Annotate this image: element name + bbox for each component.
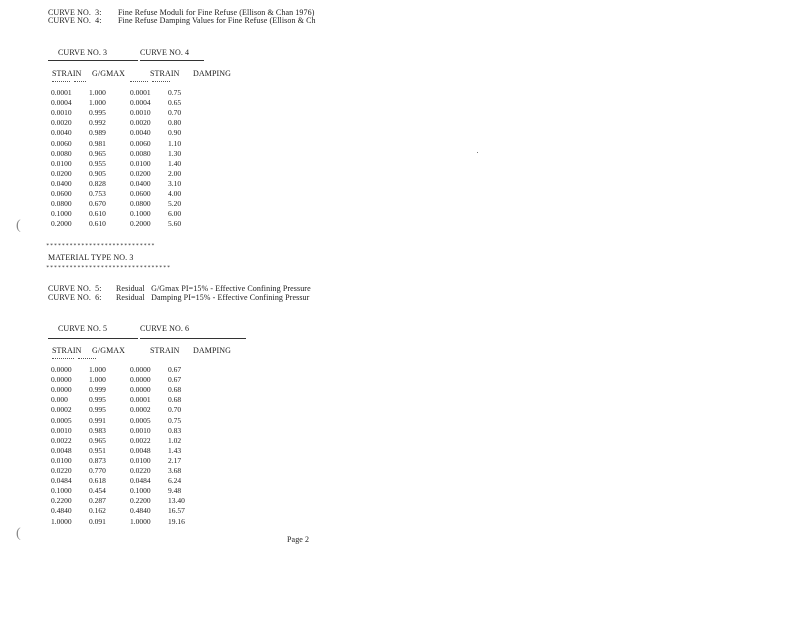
- table1-cell: 0.0010: [130, 108, 151, 118]
- table2-cell: 0.0002: [51, 405, 72, 415]
- table2-cell: 0.951: [89, 445, 106, 455]
- table2-cell: 19.16: [168, 516, 185, 526]
- table1-header-strain-b: STRAIN: [150, 69, 180, 78]
- table2-cell: 0.0000: [130, 375, 151, 385]
- table1-cell: 1.10: [168, 138, 182, 148]
- table1-header-dash: [130, 81, 148, 82]
- table2-cell: 0.0220: [130, 466, 151, 475]
- table2-cell: 0.2200: [130, 496, 151, 506]
- table1-cell: 0.610: [89, 209, 106, 219]
- table2-cell: 1.02: [168, 435, 182, 445]
- table1-cell: 0.0200: [130, 168, 151, 178]
- table2-cell: 0.2200: [51, 496, 72, 506]
- scan-speck: [477, 152, 478, 153]
- curve-4-description: Fine Refuse Damping Values for Fine Refuse (Ellison & Ch: [118, 16, 316, 25]
- material-type-title: MATERIAL TYPE NO. 3: [48, 253, 134, 262]
- table2-cell: 0.68: [168, 385, 182, 395]
- page-number: Page 2: [287, 535, 310, 544]
- table1-curve-a-underline: [48, 60, 138, 61]
- table2-cell: 0.000: [51, 395, 68, 405]
- table1-cell: 0.0020: [51, 118, 72, 128]
- table2-cell: 0.0000: [51, 375, 72, 385]
- table1-header-ggmax: G/GMAX: [92, 69, 126, 78]
- binder-hole-mark: (: [16, 218, 21, 233]
- table2-cell: 0.091: [89, 516, 106, 526]
- table2-cell: 0.0048: [130, 445, 151, 455]
- table1-cell: 0.2000: [51, 219, 72, 229]
- table2-cell: 0.287: [89, 496, 106, 506]
- table2-header-dash: [52, 358, 74, 359]
- table1-cell: 0.965: [89, 148, 106, 158]
- table2-cell: 0.1000: [130, 486, 151, 496]
- table2-cell: 0.0010: [51, 425, 72, 435]
- table2-cell: 1.0000: [51, 516, 72, 526]
- table2-curve-b-underline: [140, 338, 246, 339]
- table1-cell: 0.1000: [130, 209, 151, 219]
- table2-cell: 0.991: [89, 415, 106, 425]
- table1-cell: 1.30: [168, 148, 182, 158]
- table1-header-dash: [152, 81, 170, 82]
- table1-cell: 0.0200: [51, 168, 72, 178]
- table1-header-damping: DAMPING: [193, 69, 232, 78]
- table2-cell: 0.0000: [51, 385, 72, 395]
- table1-cell: 0.992: [89, 118, 106, 128]
- table1-cell: 0.0040: [130, 128, 151, 138]
- table2-cell: 0.0001: [130, 395, 151, 405]
- table1-cell: 1.000: [89, 98, 106, 108]
- table2-cell: 0.454: [89, 486, 106, 496]
- table1-curve-b-underline: [140, 60, 204, 61]
- table1-cell: 5.20: [168, 199, 182, 209]
- table1-cell: 0.80: [168, 118, 182, 128]
- table1-cell: 0.610: [89, 219, 106, 229]
- curve-6-label: CURVE NO. 6:: [48, 293, 102, 302]
- table2-cell: 1.0000: [130, 516, 151, 526]
- table1-header-dash: [52, 81, 70, 82]
- curve-6-description: Residual Damping PI=15% - Effective Confining Pressur: [116, 293, 310, 302]
- table2-cell: 0.0100: [51, 455, 72, 465]
- table1-cell: 0.0060: [51, 138, 72, 148]
- table1-cell: 0.65: [168, 98, 182, 108]
- table1-cell: 0.0010: [51, 108, 72, 118]
- table1-cell: 0.0080: [51, 148, 72, 158]
- asterisk-separator: ∗∗∗∗∗∗∗∗∗∗∗∗∗∗∗∗∗∗∗∗∗∗∗∗∗∗∗∗∗∗∗∗: [46, 265, 171, 270]
- table2-cell: 0.995: [89, 405, 106, 415]
- table1-cell: 0.955: [89, 158, 106, 168]
- curve-3-label: CURVE NO. 3:: [48, 8, 102, 17]
- table2-cell: 0.67: [168, 375, 182, 385]
- table2-cell: 0.4840: [51, 506, 72, 516]
- table1-cell: 0.995: [89, 108, 106, 118]
- table1-cell: 0.0040: [51, 128, 72, 138]
- table2-cell: 0.999: [89, 385, 106, 395]
- table2-cell: 0.4840: [130, 506, 151, 516]
- table2-cell: 0.0048: [51, 445, 72, 455]
- table2-cell: 0.0005: [130, 415, 151, 425]
- table2-cell: 0.0484: [51, 476, 72, 486]
- table1-header-strain-a: STRAIN: [52, 69, 82, 78]
- table2-cell: 3.68: [168, 466, 182, 475]
- table2-cell: 0.0010: [130, 425, 151, 435]
- table1-cell: 0.2000: [130, 219, 151, 229]
- table2-cell: 0.0002: [130, 405, 151, 415]
- table1-header-dash: [74, 81, 86, 82]
- table2-cell: 2.17: [168, 455, 182, 465]
- table2-cell: 0.995: [89, 395, 106, 405]
- table1-cell: 2.00: [168, 168, 182, 178]
- table1-cell: 0.0001: [51, 88, 72, 97]
- table1-cell: 0.0400: [51, 178, 72, 188]
- table2-cell: 0.68: [168, 395, 182, 405]
- table1-cell: 0.828: [89, 178, 106, 188]
- table1-cell: 0.0100: [130, 158, 151, 168]
- table2-cell: 0.0000: [51, 365, 72, 374]
- table2-cell: 13.40: [168, 496, 185, 506]
- table2-cell: 9.48: [168, 486, 182, 496]
- curve-3-description: Fine Refuse Moduli for Fine Refuse (Ellison & Chan 1976): [118, 8, 315, 17]
- table2-cell: 0.0000: [130, 365, 151, 374]
- table1-cell: 1.40: [168, 158, 182, 168]
- table2-cell: 0.873: [89, 455, 106, 465]
- table2-cell: 1.000: [89, 375, 106, 385]
- table1-cell: 0.0004: [130, 98, 151, 108]
- table1-cell: 0.0600: [51, 189, 72, 198]
- table2-cell: 0.618: [89, 476, 106, 486]
- table1-cell: 0.989: [89, 128, 106, 138]
- table1-cell: 0.70: [168, 108, 182, 118]
- table2-cell: 0.70: [168, 405, 182, 415]
- table1-cell: 0.0600: [130, 189, 151, 198]
- table2-cell: 0.0484: [130, 476, 151, 486]
- curve-5-label: CURVE NO. 5:: [48, 284, 102, 293]
- table1-cell: 0.0800: [130, 199, 151, 209]
- table1-cell: 0.0100: [51, 158, 72, 168]
- binder-hole-mark: (: [16, 526, 21, 541]
- table2-curve-a-heading: CURVE NO. 5: [58, 324, 108, 333]
- table1-cell: 5.60: [168, 219, 182, 229]
- table2-cell: 0.0022: [51, 435, 72, 445]
- table1-cell: 0.753: [89, 189, 106, 198]
- table2-header-damping: DAMPING: [193, 346, 232, 355]
- table1-cell: 0.75: [168, 88, 182, 97]
- table2-cell: 0.0022: [130, 435, 151, 445]
- table1-cell: 0.905: [89, 168, 106, 178]
- table2-cell: 0.0100: [130, 455, 151, 465]
- table1-cell: 4.00: [168, 189, 182, 198]
- table1-cell: 0.0080: [130, 148, 151, 158]
- table2-header-strain-a: STRAIN: [52, 346, 82, 355]
- table1-cell: 0.0020: [130, 118, 151, 128]
- table2-curve-b-heading: CURVE NO. 6: [140, 324, 190, 333]
- table2-cell: 0.83: [168, 425, 182, 435]
- table2-cell: 0.0000: [130, 385, 151, 395]
- table2-cell: 0.983: [89, 425, 106, 435]
- table2-cell: 16.57: [168, 506, 185, 516]
- table2-header-ggmax: G/GMAX: [92, 346, 126, 355]
- table2-cell: 0.162: [89, 506, 106, 516]
- table1-cell: 3.10: [168, 178, 182, 188]
- table1-cell: 0.0004: [51, 98, 72, 108]
- table1-cell: 0.0001: [130, 88, 151, 97]
- table1-cell: 6.00: [168, 209, 182, 219]
- table2-cell: 0.67: [168, 365, 182, 374]
- table2-cell: 1.000: [89, 365, 106, 374]
- table2-cell: 1.43: [168, 445, 182, 455]
- table1-curve-b-heading: CURVE NO. 4: [140, 48, 190, 57]
- table2-curve-a-underline: [48, 338, 138, 339]
- table2-cell: 0.0220: [51, 466, 72, 475]
- table1-cell: 0.981: [89, 138, 106, 148]
- table1-cell: 0.90: [168, 128, 182, 138]
- table1-cell: 0.0800: [51, 199, 72, 209]
- table2-cell: 0.0005: [51, 415, 72, 425]
- table2-cell: 0.75: [168, 415, 182, 425]
- table1-cell: 1.000: [89, 88, 106, 97]
- table1-cell: 0.670: [89, 199, 106, 209]
- table1-cell: 0.0400: [130, 178, 151, 188]
- table1-cell: 0.1000: [51, 209, 72, 219]
- curve-5-description: Residual G/Gmax PI=15% - Effective Confining Pressure: [116, 284, 311, 293]
- table1-cell: 0.0060: [130, 138, 151, 148]
- curve-4-label: CURVE NO. 4:: [48, 16, 102, 25]
- table2-header-strain-b: STRAIN: [150, 346, 180, 355]
- table2-header-dash: [78, 358, 96, 359]
- table2-cell: 0.1000: [51, 486, 72, 496]
- asterisk-separator: ∗∗∗∗∗∗∗∗∗∗∗∗∗∗∗∗∗∗∗∗∗∗∗∗∗∗∗∗: [46, 243, 156, 248]
- table1-curve-a-heading: CURVE NO. 3: [58, 48, 108, 57]
- table2-cell: 0.965: [89, 435, 106, 445]
- table2-cell: 0.770: [89, 466, 106, 475]
- table2-cell: 6.24: [168, 476, 182, 486]
